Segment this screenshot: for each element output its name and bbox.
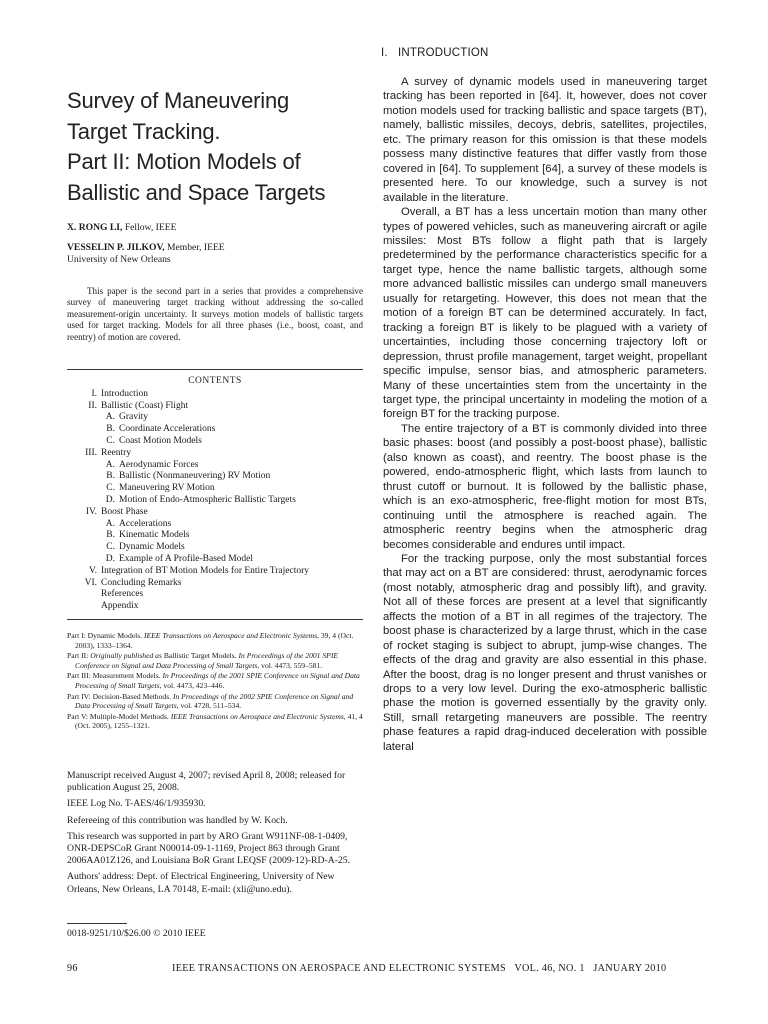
footnote-rule [67,923,127,924]
contents-item [67,495,363,507]
history-entry-part: Part I: Dynamic Models. [67,631,144,640]
history-entry [67,671,365,690]
body-paragraph: A survey of dynamic models used in maneuvering target tracking has been reported in [64]. It, however, does not cover motion models used for tracking ballistic and space targets (BT), namely, ballistic missiles, decoys, debris, satellites, projectiles, etc. The primary reason for this omission is that these models possess many distinctive features that differ vastly from those covered in [64]. To supplement [64], a survey of these models is presented here. To our knowledge, such a survey is not available in the literature. [383,76,707,204]
contents-item-label: Introduction [101,388,148,399]
contents-item [67,566,363,578]
history-entry-part: In Proceedings of the 2001 SPIE Conference on Signal and Data Processing of Small Targets, [75,651,338,670]
contents-item-label: Reentry [101,447,132,458]
contents-list [67,389,363,613]
contents-item-number: D. [105,553,115,564]
contents-item [67,389,363,401]
history-entry-part: Part II: [67,651,91,661]
paper-title [67,86,367,208]
contents-item [67,424,363,436]
contents-item [67,554,363,566]
history-entry-part: Part V: Multiple-Model Methods. [67,711,171,721]
title-line: Part II: Motion Models of [67,149,301,174]
body-paragraph: Overall, a BT has a less uncertain motion than many other types of powered vehicles, such as maneuvering aircraft or agile missiles: Most BTs follow a flight path that is largely predetermined by the performance characteristics specific for a target type, hence the name ballistic targets, although some more advanced ballistic missiles can undergo small maneuvers usually for retargeting. However, this does not mean that the motion of a foreign BT can be determined accurately. In fact, tracking a foreign BT is likely to be plagued with a variety of uncertainties, including those concerning trajectory loft or depression, thrust profile management, target weight, propellant specific impulse, sensor bias, and atmospheric parameters. Many of these uncertainties stem from the uncertainty in the target type, the principal uncertainty in modeling the motion of a foreign BT for the tracking purpose. [383,206,707,421]
history-entry-part: IEEE Transactions on Aerospace and Electronic Systems, [170,711,346,721]
note-log: IEEE Log No. T-AES/46/1/935930. [67,798,206,810]
contents-item [67,519,363,531]
contents-item-label: Ballistic (Coast) Flight [101,400,189,411]
history-entry-part: Part IV: Decision-Based Methods. [67,691,173,701]
contents-item-label: Dynamic Models [119,542,185,553]
note-funding: This research was supported in part by ARO Grant W911NF-08-1-0409, ONR-DEPSCoR Grant N00014-09-1-1169, Project 863 through Grant 2006AA01Z126, and Louisiana BoR Grant LEQSF (2009-12)-RD-A-25. [67,830,351,867]
contents-item-number: IV. [85,506,97,517]
contents-item-number: C. [106,542,115,553]
title-line: Ballistic and Space Targets [67,179,326,205]
contents-item-number: B. [106,530,115,541]
history-entry-part: Ballistic Target Models. [161,651,239,661]
contents-item-label: Appendix [101,601,139,612]
contents-heading: CONTENTS [188,376,242,386]
contents-item-label: Gravity [119,412,149,423]
contents-item [67,542,363,554]
body-paragraph: For the tracking purpose, only the most substantial forces that may act on a BT are considered: thrust, aerodynamic forces (most notably, atmospheric drag and possibly lift), and gravity. Not all of these forces are present at a level that significantly affects the motion of a BT in all regimes of the trajectory. The boost phase is characterized by a large thrust, which in the case of rocket staging is subject to abrupt, jump-wise changes. The effects of the drag and gravity are also essential in this phase. After the boost, drag is no longer present and thrust vanishes or drops to a very low level. During the exo-atmospheric ballistic phase the motion is governed essentially by the gravity only. Still, small retargeting maneuvers are possible. The reentry phase features a rapid drag-induced deceleration with possible lateral [383,552,707,753]
history-entry-part: Originally published as [90,651,162,661]
contents-item [67,578,363,590]
abstract: This paper is the second part in a series that provides a comprehensive survey of maneuvering target tracking without addressing the so-called measurement-origin uncertainty. It surveys motion models of ballistic targets used for target tracking. Models for all three phases (i.e., boost, coast, and reentry) of motion are covered. [67,286,363,342]
contents-item-number: II. [88,400,97,411]
note-received: Manuscript received August 4, 2007; revised April 8, 2008; released for publication August 25, 2008. [67,770,346,794]
contents-item-label: Maneuvering RV Motion [119,483,215,494]
contents-item-label: Aerodynamic Forces [119,459,199,470]
author-line [67,222,367,235]
history-entry-part: 41, 4 (Oct. 2005), 1255–1321. [75,711,363,731]
history-entry [67,712,365,731]
contents-item [67,507,363,519]
contents-item [67,483,363,495]
note-referee: Refereeing of this contribution was handled by W. Koch. [67,814,288,826]
contents-item [67,436,363,448]
contents-item [67,460,363,472]
history-entry-part: In Proceedings of the 2001 SPIE Conference on Signal and Data Processing of Small Targets, [75,671,360,690]
contents-item-label: Coordinate Accelerations [119,424,216,435]
contents-item [67,530,363,542]
author-role: Member, IEEE [164,241,225,253]
contents-item-number: VI. [84,577,97,588]
contents-item [67,401,363,413]
manuscript-notes [67,770,365,900]
contents-item [67,448,363,460]
contents-item-number: III. [85,447,97,458]
affiliation: University of New Orleans [67,254,171,266]
contents-item-number: A. [105,459,115,470]
author-role: Fellow, IEEE [122,222,177,233]
history-entry [67,631,365,650]
history-entry-part: IEEE Transactions on Aerospace and Electronic Systems, [143,631,319,640]
contents-item-label: Boost Phase [101,506,148,517]
contents-item-label: References [101,589,144,600]
author-name: VESSELIN P. JILKOV, [67,241,165,253]
contents-item-label: Motion of Endo-Atmospheric Ballistic Targets [119,494,296,505]
contents-item-number: A. [105,518,115,529]
author-block [67,222,367,267]
history-entry-part: 39, 4 (Oct. 2003), 1333–1364. [75,631,354,650]
history-entry-part: vol. 4473, 559–581. [259,660,323,670]
section-heading: I. INTRODUCTION [381,47,489,59]
contents-item-number: C. [106,435,115,446]
publication-history [67,631,365,732]
author-line [67,242,367,255]
table-of-contents [67,369,363,620]
contents-item [67,589,363,601]
author-name: X. RONG LI, [67,222,123,233]
contents-item-label: Integration of BT Motion Models for Entire Trajectory [101,565,310,576]
contents-item [67,601,363,613]
contents-item [67,412,363,424]
contents-item-number: A. [105,412,115,423]
contents-item-label: Ballistic (Nonmaneuvering) RV Motion [119,471,271,482]
history-entry [67,692,365,711]
contents-item-number: B. [106,471,115,482]
contents-item-number: V. [88,565,97,576]
history-entry-part: vol. 4728, 511–534. [178,701,242,711]
history-entry [67,651,365,670]
page-number: 96 [67,963,78,974]
title-line: Survey of Maneuvering [67,88,290,113]
history-entry-part: vol. 4473, 423–446. [161,680,225,690]
contents-item [67,471,363,483]
contents-item-label: Accelerations [119,518,172,529]
title-line: Target Tracking. [67,118,221,144]
contents-item-number: I. [91,388,97,399]
history-entry-part: In Proceedings of the 2002 SPIE Conference on Signal and Data Processing of Small Targets, [75,691,354,711]
history-entry-part: Part III: Measurement Models. [67,671,163,681]
note-address: Authors' address: Dept. of Electrical Engineering, University of New Orleans, New Orleans, LA 70148, E-mail: (xli@uno.edu). [67,871,335,895]
contents-item-label: Example of A Profile-Based Model [119,553,254,564]
journal-line: IEEE TRANSACTIONS ON AEROSPACE AND ELECTRONIC SYSTEMS VOL. 46, NO. 1 JANUARY 2010 [172,963,667,974]
contents-item-number: B. [106,424,115,435]
contents-item-label: Kinematic Models [119,530,190,541]
contents-item-label: Coast Motion Models [119,435,202,446]
body-paragraph: The entire trajectory of a BT is commonly divided into three basic phases: boost (and possibly a post-boost phase), ballistic (also known as coast), and reentry. The boost phase is the powered, endo-atmospheric flight, which lasts from launch to thrust cutoff or burnout. It is followed by the ballistic phase, which is an exo-atmospheric, free-flight motion for most BTs, continuing until the atmosphere is reached again. The atmospheric reentry begins when the atmospheric drag becomes considerable and endures until impact. [383,422,707,551]
contents-item-label: Concluding Remarks [101,577,182,588]
copyright-line: 0018-9251/10/$26.00 © 2010 IEEE [67,928,206,939]
contents-item-number: C. [106,483,115,494]
body-text [383,75,707,754]
contents-item-number: D. [105,494,115,505]
